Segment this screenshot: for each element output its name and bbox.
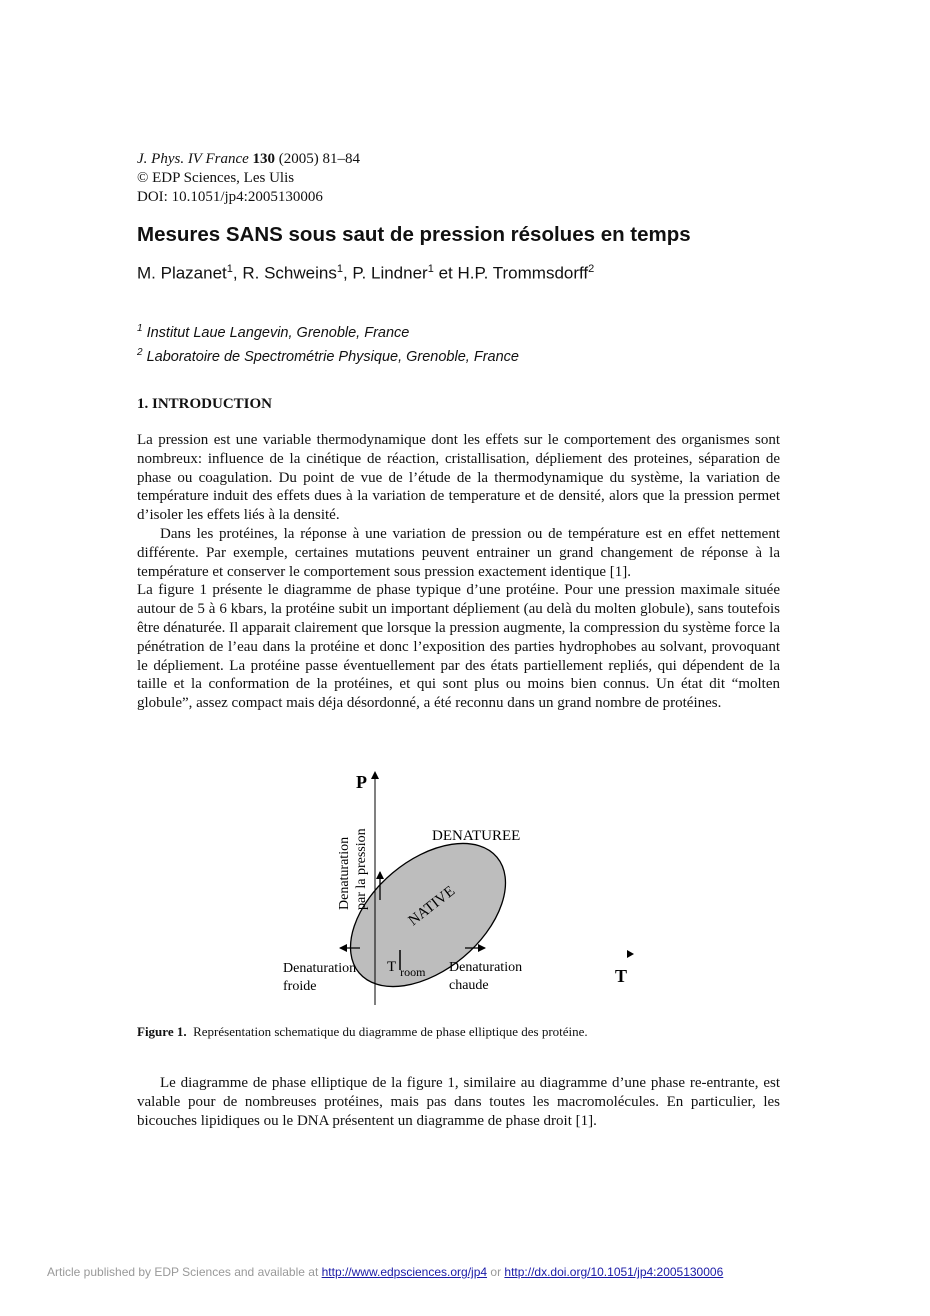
author-affil-mark: 1 <box>336 263 343 275</box>
author-separator: , <box>342 263 353 283</box>
native-label: NATIVE <box>405 883 459 930</box>
copyright-line: © EDP Sciences, Les Ulis <box>137 170 295 186</box>
t-room-t: T <box>387 959 397 975</box>
doi-link[interactable]: http://dx.doi.org/10.1051/jp4:2005130006 <box>504 1265 724 1279</box>
footer-prefix: Article published by EDP Sciences and available at <box>47 1265 319 1279</box>
affiliation-1 <box>137 319 519 343</box>
section-heading: 1. INTRODUCTION <box>137 396 273 412</box>
phase-diagram-figure <box>270 760 670 1010</box>
journal-name: J. Phys. IV France <box>137 151 249 167</box>
cold-denaturation-label <box>283 961 360 994</box>
affiliations <box>137 319 519 367</box>
caption-text: Représentation schematique du diagramme de phase elliptique des protéine. <box>193 1024 588 1039</box>
author-affil-mark: 1 <box>226 263 233 275</box>
citation-line <box>137 150 360 169</box>
paragraph: La figure 1 présente le diagramme de phase typique d’une protéine. Pour une pression maximale située autour de 5 à 6 kbars, la protéine subit un important dépliement (au delà du molten globule), sans toutefois être dénaturée. Il apparait clairement que lorsque la pression augmente, la compression du système force la pénétration de l’eau dans la protéine et donc l’exposition des parties hydrophobes au solvant, provoquant le dépliement. La protéine passe éventuellement par des états partiellement repliés, qui dépendent de la taille et la conformation de la protéines, et qui sont plus ou moins bien connus. Un état dit “molten globule”, assez compact mais déja désordonné, a été reconnu dans un grand nombre de protéines. <box>137 582 780 712</box>
temperature-axis-arrowhead <box>627 950 634 958</box>
pressure-label-line1: Denaturation <box>337 836 352 910</box>
figure-label: Figure 1. <box>137 1024 187 1039</box>
affiliation-number: 2 <box>137 346 143 358</box>
paragraph: La pression est une variable thermodynamique dont les effets sur le comportement des organismes sont nombreux: influence de la cinétique de réaction, cristallisation, dépliement des proteines, séparation de phase ou coagulation. Du point de vue de l’étude de la thermodynamique du système, la variation de température induit des effets dues à la variation de temperature et de densité, alors que la pression permet d’isoler les effets liés à la densité. <box>137 432 780 524</box>
author-separator: et <box>433 263 458 283</box>
hot-label-line1: Denaturation <box>449 960 523 975</box>
introduction-body <box>137 431 780 713</box>
author-name: H.P. Trommsdorff <box>457 263 589 283</box>
hot-denaturation-label <box>449 960 526 993</box>
footer-or: or <box>490 1265 502 1279</box>
pressure-label-line2: par la pression <box>354 828 369 910</box>
author-name: R. Schweins <box>242 263 337 283</box>
journal-pages: (2005) 81–84 <box>278 151 361 167</box>
post-figure-body <box>137 1074 780 1130</box>
t-axis-label: T <box>615 966 628 986</box>
author-list <box>137 263 594 284</box>
publication-footer <box>47 1265 723 1279</box>
author-affil-mark: 1 <box>427 263 434 275</box>
author-name: P. Lindner <box>352 263 428 283</box>
author-separator: , <box>232 263 243 283</box>
journal-link[interactable]: http://www.edpsciences.org/jp4 <box>321 1265 488 1279</box>
affiliation-text: Institut Laue Langevin, Grenoble, France <box>146 324 410 341</box>
pressure-denaturation-label <box>337 828 369 910</box>
journal-volume: 130 <box>252 151 276 167</box>
author-affil-mark: 2 <box>588 263 595 275</box>
figure-caption <box>137 1024 588 1040</box>
cold-label-line2: froide <box>283 979 317 994</box>
affiliation-number: 1 <box>137 323 143 334</box>
cold-label-line1: Denaturation <box>283 961 357 976</box>
doi-line: DOI: 10.1051/jp4:2005130006 <box>137 189 323 205</box>
affiliation-2 <box>137 343 519 367</box>
affiliation-text: Laboratoire de Spectrométrie Physique, Grenoble, France <box>146 348 519 365</box>
denaturee-label: DENATUREE <box>432 828 521 844</box>
author-name: M. Plazanet <box>137 263 227 283</box>
paper-title: Mesures SANS sous saut de pression résolues en temps <box>137 223 691 246</box>
t-room-subscript: room <box>400 965 426 979</box>
p-axis-label: P <box>356 772 367 792</box>
hot-label-line2: chaude <box>449 978 489 993</box>
paragraph: Dans les protéines, la réponse à une variation de pression ou de température est en effet nettement différente. Par exemple, certaines mutations peuvent entrainer un grand changement de réponse à la température et conserver le comportement sous pression exactement identique [1]. <box>137 525 780 580</box>
paragraph: Le diagramme de phase elliptique de la figure 1, similaire au diagramme d’une phase re-entrante, est valable pour de nombreuses protéines, mais pas dans toutes les macromolécules. En particulier, les bicouches lipidiques ou le DNA présentent un diagramme de phase droit [1]. <box>137 1075 780 1129</box>
journal-header <box>137 150 360 207</box>
